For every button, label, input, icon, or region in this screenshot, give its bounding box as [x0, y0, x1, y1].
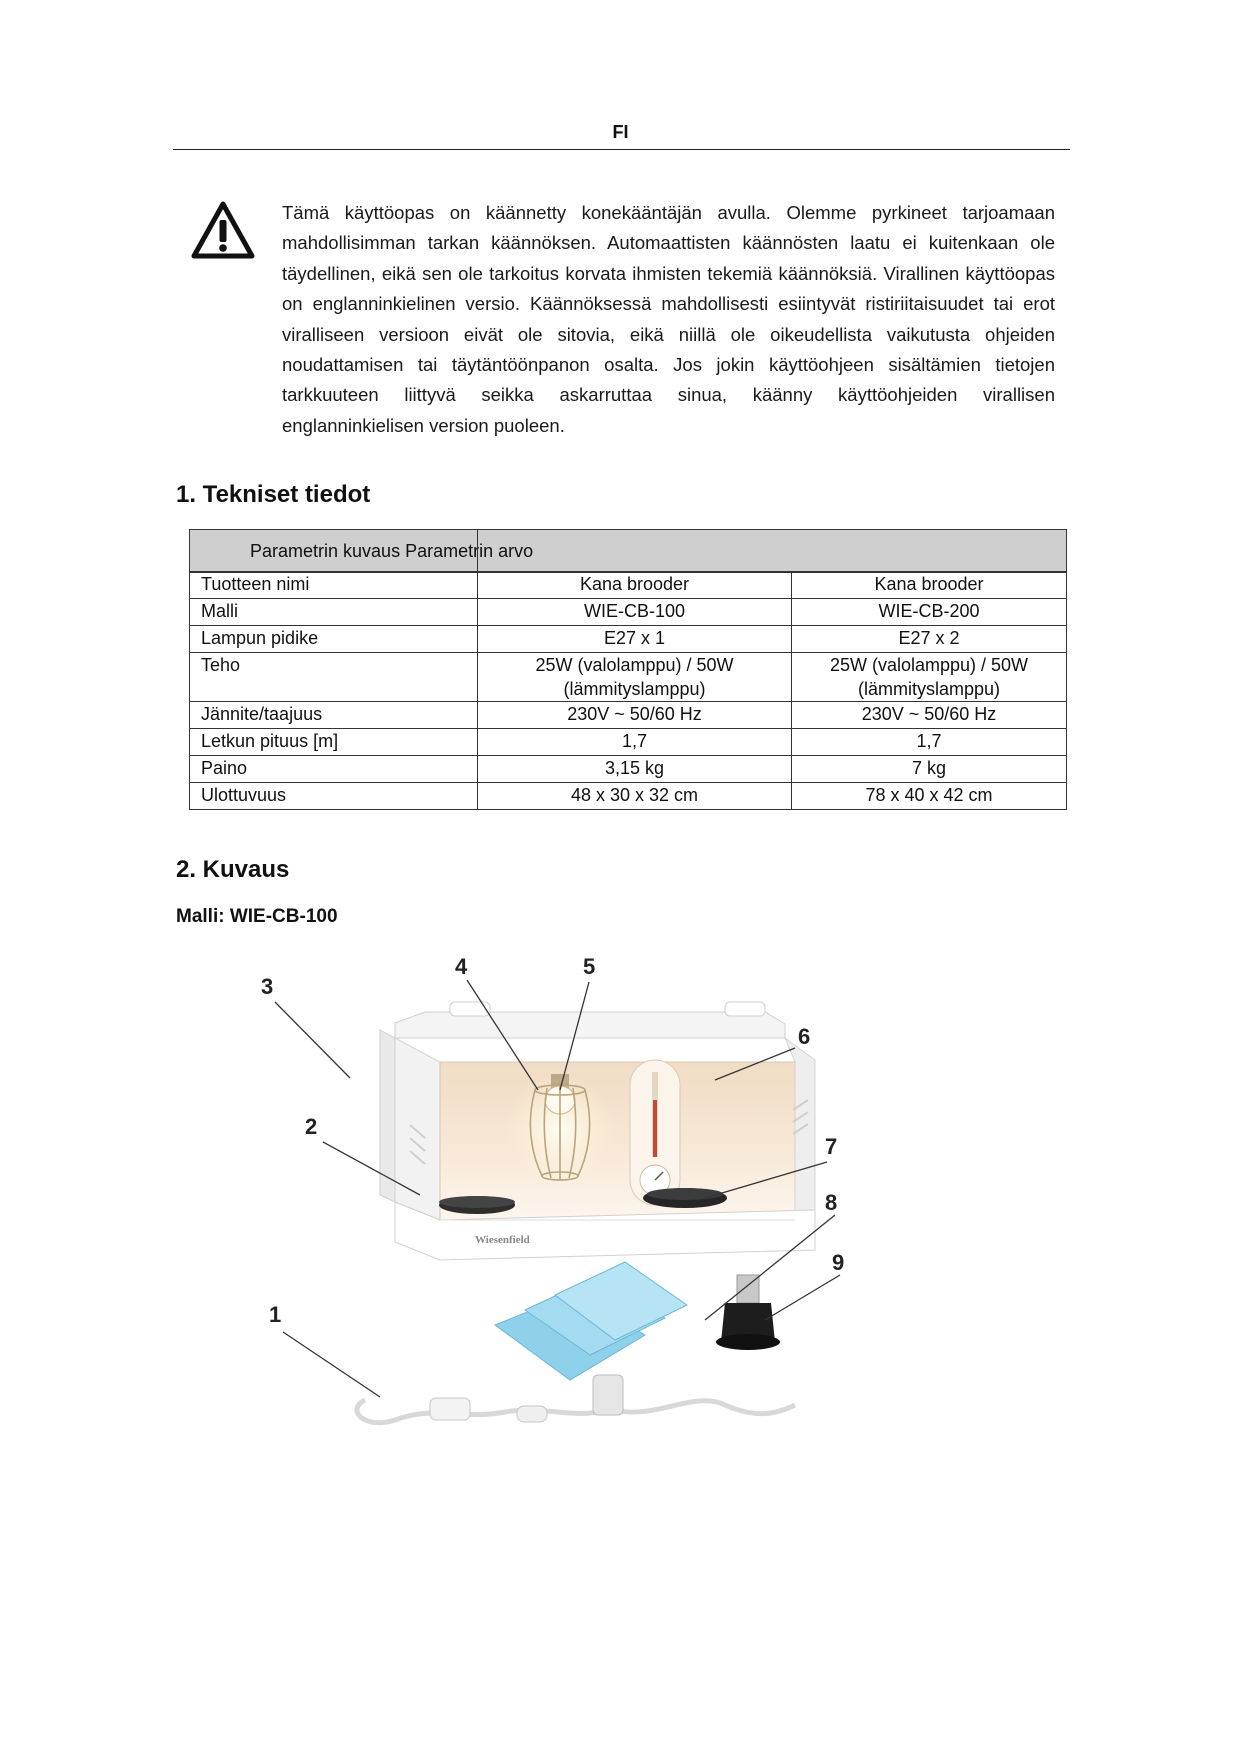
table-row	[190, 702, 1067, 729]
thermometer-hygrometer	[630, 1060, 680, 1205]
ceramic-heat-lamp	[716, 1275, 780, 1350]
brooder-product-figure	[255, 950, 955, 1500]
spec-value-model-200: WIE-CB-200	[792, 599, 1067, 626]
translation-disclaimer: Tämä käyttöopas on käännetty konekääntäjän avulla. Olemme pyrkineet tarjoamaan mahdollisimman tarkan käännöksen. Automaattisten käännösten laatu ei kuitenkaan ole täydellinen, eikä sen ole tarkoitus korvata ihmisten tekemiä käännöksiä. Virallinen käyttöopas on englanninkielinen versio. Käännöksessä mahdollisesti esiintyvät ristiriitaisuudet tai erot viralliseen versioon eivät ole sitovia, eikä niillä ole oikeudellista vaikutusta ohjeiden noudattamisen tai täytäntöönpanon osalta. Jos jokin käyttöohjeen sisältämien tietojen tarkkuuteen liittyvä seikka askarruttaa sinua, käänny käyttöohjeiden virallisen englanninkielisen version puoleen.	[282, 202, 1055, 436]
language-code: FI	[612, 122, 629, 142]
section-title-specs: 1. Tekniset tiedot	[176, 481, 371, 508]
spec-value-model-100: 1,7	[478, 729, 792, 756]
callout-8: 8	[825, 1190, 838, 1215]
spec-value-model-100: 48 x 30 x 32 cm	[478, 783, 792, 810]
callout-4: 4	[455, 954, 468, 979]
table-row	[190, 653, 1067, 702]
spec-value-model-200: 25W (valolamppu) / 50W (lämmityslamppu)	[792, 653, 1067, 702]
spec-value-model-200: 1,7	[792, 729, 1067, 756]
section-title-description: 2. Kuvaus	[176, 856, 290, 883]
table-row	[190, 572, 1067, 599]
spec-value-model-200: 230V ~ 50/60 Hz	[792, 702, 1067, 729]
spec-table-body	[189, 571, 1067, 810]
callout-5: 5	[583, 954, 596, 979]
spec-value-model-100: WIE-CB-100	[478, 599, 792, 626]
table-row	[190, 729, 1067, 756]
table-row	[190, 599, 1067, 626]
model-label: Malli: WIE-CB-100	[176, 906, 338, 927]
warning-triangle-icon	[190, 200, 256, 260]
spec-header-text: Parametrin kuvaus Parametrin arvo	[250, 541, 534, 561]
header-divider	[173, 149, 1070, 150]
spec-value-model-200: 7 kg	[792, 756, 1067, 783]
spec-value-model-100: 3,15 kg	[478, 756, 792, 783]
spec-label: Jännite/taajuus	[190, 702, 478, 729]
callout-1: 1	[269, 1302, 282, 1327]
callout-9: 9	[832, 1250, 845, 1275]
spec-label: Tuotteen nimi	[190, 572, 478, 599]
spec-header-divider	[477, 530, 478, 572]
spec-value-model-100: 25W (valolamppu) / 50W (lämmityslamppu)	[478, 653, 792, 702]
power-cord	[357, 1375, 795, 1423]
callout-2: 2	[305, 1114, 318, 1139]
spec-label: Teho	[190, 653, 478, 702]
spec-value-model-200: E27 x 2	[792, 626, 1067, 653]
table-row	[190, 756, 1067, 783]
brand-logo: Wiesenfield	[475, 1234, 530, 1246]
spec-table-header	[189, 529, 1067, 573]
table-row	[190, 783, 1067, 810]
spec-label: Lampun pidike	[190, 626, 478, 653]
spec-value-model-200: 78 x 40 x 42 cm	[792, 783, 1067, 810]
brooder-pads	[495, 1262, 687, 1380]
spec-table	[189, 529, 1067, 816]
spec-label: Ulottuvuus	[190, 783, 478, 810]
spec-value-model-100: Kana brooder	[478, 572, 792, 599]
table-row	[190, 626, 1067, 653]
spec-label: Paino	[190, 756, 478, 783]
callout-6: 6	[798, 1024, 811, 1049]
callout-3: 3	[261, 974, 274, 999]
spec-value-model-100: 230V ~ 50/60 Hz	[478, 702, 792, 729]
spec-label: Malli	[190, 599, 478, 626]
spec-value-model-100: E27 x 1	[478, 626, 792, 653]
spec-value-model-200: Kana brooder	[792, 572, 1067, 599]
callout-7: 7	[825, 1134, 838, 1159]
spec-label: Letkun pituus [m]	[190, 729, 478, 756]
